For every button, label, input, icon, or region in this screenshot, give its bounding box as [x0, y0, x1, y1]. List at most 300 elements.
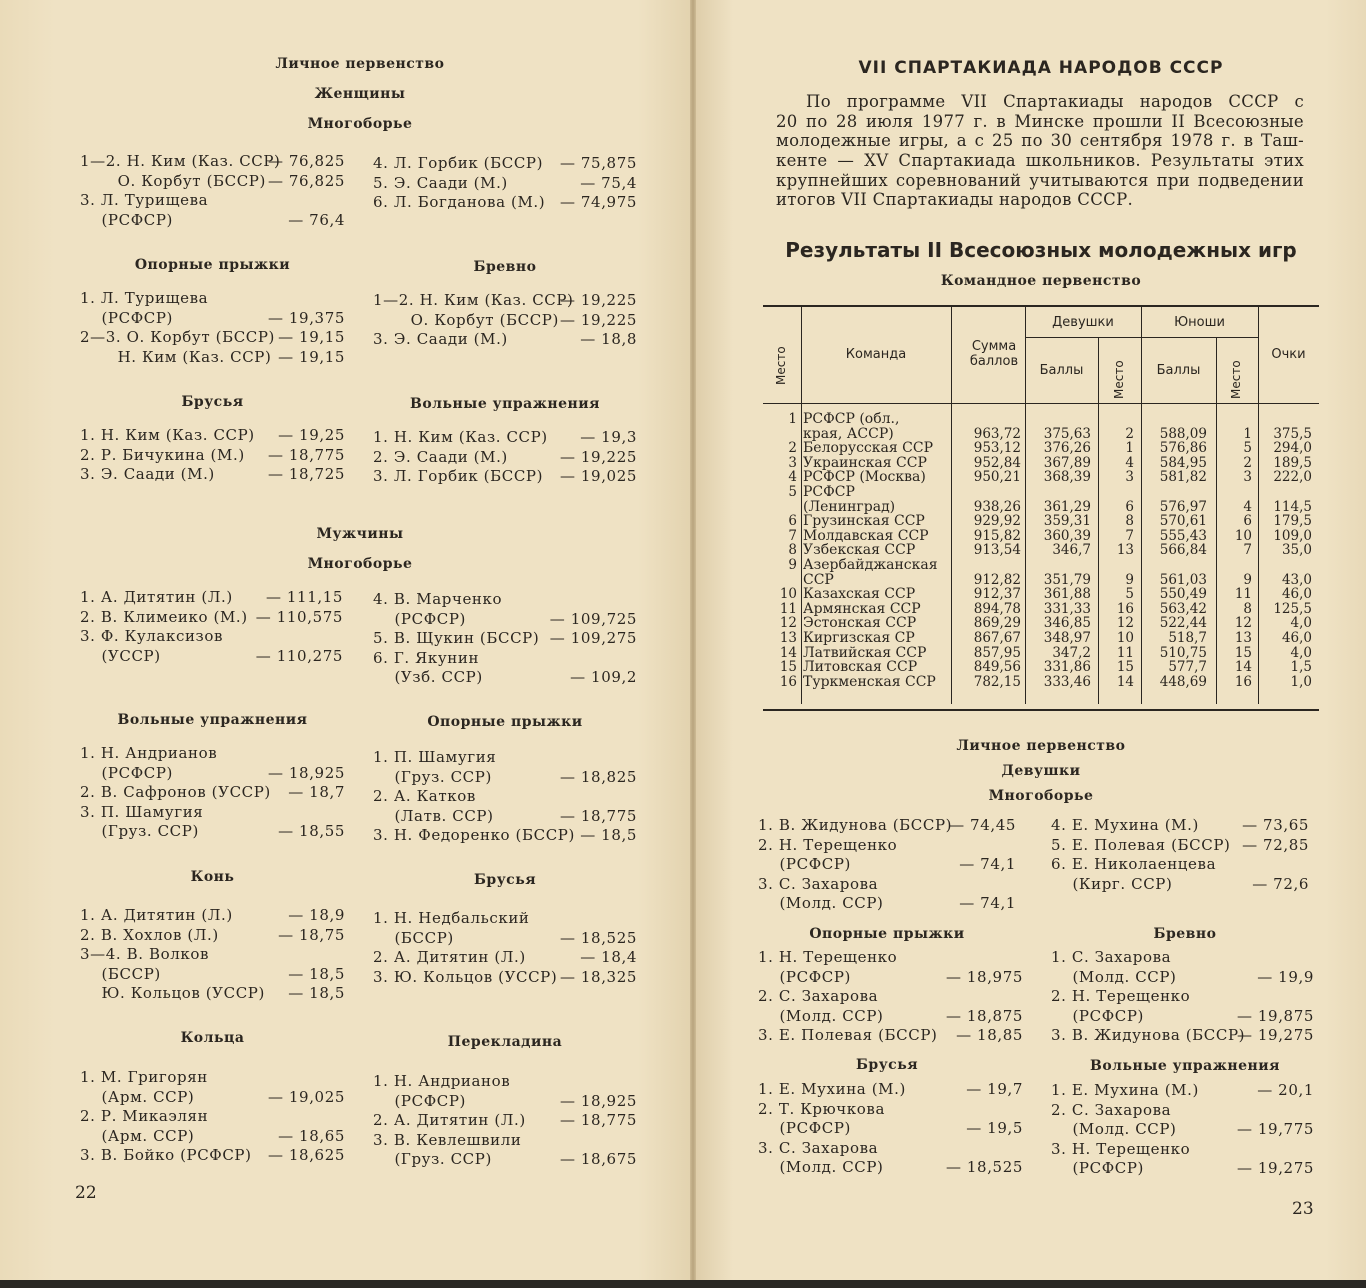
result-name: (РСФСР) [373, 1091, 466, 1110]
cell-boys-points: 510,75 [1159, 644, 1207, 661]
cell-boys-place: 8 [1243, 600, 1252, 617]
result-row [373, 1131, 637, 1151]
cell-girls-points: 347,2 [1052, 644, 1091, 661]
result-name: (РСФСР) [80, 763, 173, 782]
result-score: — 19,225 [559, 447, 637, 466]
result-row [80, 984, 345, 1004]
result-name: 3. Э. Саади (М.) [80, 465, 215, 484]
result-row [80, 926, 345, 946]
men-bar-col2 [373, 1072, 637, 1170]
result-score: — 110,575 [255, 607, 343, 626]
cell-girls-points: 359,31 [1043, 513, 1091, 530]
result-name: 1. Н. Недбальский [373, 909, 530, 927]
men-allround-col2 [373, 590, 637, 688]
result-score: — 18,8 [580, 330, 637, 349]
cell-team-name: Литовская ССР [803, 659, 918, 676]
result-row [373, 968, 637, 988]
result-name: (РСФСР) [758, 1119, 851, 1138]
result-row [80, 211, 345, 231]
cell-place: 15 [779, 659, 797, 676]
intro-line: 20 по 28 июля 1977 г. в Минске прошли II Всесоюзные [776, 111, 1304, 131]
men-bars-col2 [373, 909, 637, 987]
cell-girls-points: 361,88 [1043, 586, 1091, 603]
result-name: 2. В. Сафронов (УССР) [80, 783, 271, 802]
result-score: — 18,775 [559, 1111, 637, 1130]
women-allround-col1 [80, 152, 345, 230]
cell-sum: 912,82 [973, 571, 1021, 588]
cell-boys-place: 4 [1243, 498, 1252, 515]
result-row [373, 768, 637, 788]
cell-boys-points: 584,95 [1159, 454, 1207, 471]
result-name: (РСФСР) [758, 855, 851, 874]
result-score: — 19,15 [278, 328, 345, 347]
result-row [80, 426, 345, 446]
girls-beam-title: Бревно [1153, 926, 1217, 942]
men-horse-title: Конь [190, 869, 235, 885]
result-row [1051, 1081, 1314, 1101]
result-name: 1. П. Шамугия [373, 748, 497, 766]
result-row [1051, 855, 1309, 875]
result-name: 2. Р. Микаэлян [80, 1107, 209, 1126]
cell-sum: 938,26 [973, 498, 1021, 515]
result-score: — 19,275 [1236, 1026, 1314, 1045]
cell-girls-points: 361,29 [1043, 498, 1091, 515]
result-row [373, 929, 637, 949]
cell-sum: 869,29 [973, 615, 1021, 632]
result-score: — 19,225 [559, 310, 637, 329]
result-row [80, 309, 345, 329]
cell-boys-points: 588,09 [1159, 425, 1207, 442]
cell-sum: 963,72 [973, 425, 1021, 442]
result-score: — 19,7 [966, 1080, 1023, 1098]
cell-boys-points: 518,7 [1168, 630, 1207, 646]
women-floor-title: Вольные упражнения [410, 396, 600, 412]
result-name: (Кирг. ССР) [1051, 874, 1173, 893]
result-name: 1. А. Дитятин (Л.) [80, 588, 233, 606]
result-row [80, 588, 343, 608]
cell-girls-points: 346,7 [1052, 542, 1091, 559]
cell-boys-points: 550,49 [1159, 586, 1207, 603]
result-name: (РСФСР) [80, 210, 173, 229]
result-name: 3. В. Бойко (РСФСР) [80, 1146, 252, 1165]
cell-sum: 929,92 [973, 513, 1021, 530]
cell-score: 46,0 [1281, 630, 1312, 646]
girls-vault-title: Опорные прыжки [809, 926, 965, 942]
result-row [80, 1068, 345, 1088]
result-score: — 18,85 [956, 1026, 1023, 1045]
men-bar-title: Перекладина [447, 1034, 563, 1050]
result-name: (Молд. ССР) [758, 894, 884, 913]
cell-boys-place: 16 [1234, 673, 1252, 690]
cell-girls-place: 5 [1125, 586, 1134, 603]
result-score: — 19,5 [966, 1119, 1023, 1138]
header-score: Очки [1271, 347, 1306, 362]
cell-team-name: РСФСР (обл., [803, 411, 900, 427]
header-boys-points: Баллы [1156, 363, 1201, 378]
result-score: — 74,1 [959, 855, 1016, 874]
cell-sum: 867,67 [973, 630, 1021, 646]
result-name: 2. В. Хохлов (Л.) [80, 925, 219, 944]
cell-team-name: Белорусская ССР [803, 440, 933, 457]
result-score: — 18,325 [559, 967, 637, 986]
result-row [373, 1092, 637, 1112]
cell-sum: 857,95 [973, 644, 1021, 661]
result-name: 3. Е. Полевая (БССР) [758, 1026, 938, 1045]
cell-girls-place: 11 [1116, 644, 1134, 661]
result-row [373, 1072, 637, 1092]
result-row [373, 448, 637, 468]
result-score: — 72,85 [1242, 835, 1309, 854]
cell-sum: 953,12 [973, 440, 1021, 457]
result-name: (РСФСР) [1051, 1006, 1144, 1025]
cell-score: 1,0 [1290, 673, 1312, 690]
result-score: — 18,625 [267, 1146, 345, 1165]
result-row [80, 647, 343, 667]
cell-boys-place: 14 [1234, 659, 1252, 676]
result-name: 5. В. Щукин (БССР) [373, 629, 540, 648]
girls-vault-col1 [758, 948, 1023, 1046]
result-row [1051, 1159, 1314, 1179]
result-name: 6. Е. Николаенцева [1051, 855, 1217, 874]
cell-girls-place: 4 [1125, 454, 1134, 471]
result-name: (Арм. ССР) [80, 1126, 195, 1145]
cell-girls-place: 7 [1125, 527, 1134, 544]
result-name: 2. Р. Бичукина (М.) [80, 445, 245, 464]
cell-boys-points: 577,7 [1168, 659, 1207, 676]
men-rings-col1 [80, 1068, 345, 1166]
result-score: — 18,65 [278, 1126, 345, 1145]
result-name: 1. Н. Ким (Каз. ССР) [80, 426, 255, 444]
cell-place: 16 [779, 673, 797, 690]
cell-girls-place: 14 [1116, 673, 1134, 690]
cell-score: 189,5 [1273, 454, 1312, 471]
cell-girls-points: 348,97 [1043, 630, 1091, 646]
cell-girls-points: 367,89 [1043, 454, 1091, 471]
result-name: Ю. Кольцов (УССР) [80, 984, 265, 1003]
result-name: 1—2. Н. Ким (Каз. ССР) [373, 291, 574, 309]
result-name: 3—4. В. Волков [80, 945, 210, 964]
result-row [80, 803, 345, 823]
cell-team-name: ССР [803, 571, 834, 588]
cell-boys-points: 555,43 [1159, 527, 1207, 544]
result-row [373, 291, 637, 311]
result-row [373, 154, 637, 174]
result-row [80, 152, 345, 172]
cell-score: 46,0 [1281, 586, 1312, 603]
result-name: 6. Л. Богданова (М.) [373, 193, 546, 212]
girls-title: Девушки [1001, 763, 1081, 779]
result-name: 5. Е. Полевая (БССР) [1051, 835, 1231, 854]
women-bars-title: Брусья [181, 394, 244, 410]
result-score: — 19,375 [267, 308, 345, 327]
result-row [1051, 875, 1309, 895]
cell-girls-place: 15 [1116, 659, 1134, 676]
result-row [373, 948, 637, 968]
women-vault-col1 [80, 289, 345, 367]
cell-sum: 912,37 [973, 586, 1021, 603]
result-row [373, 1150, 637, 1170]
result-row [373, 668, 637, 688]
result-name: (Молд. ССР) [758, 1158, 884, 1177]
result-name: (РСФСР) [373, 609, 466, 628]
cell-girls-place: 9 [1125, 571, 1134, 588]
result-row [80, 465, 345, 485]
men-title: Мужчины [316, 526, 404, 542]
result-name: 3. Ф. Кулаксизов [80, 627, 224, 646]
women-floor-col2 [373, 428, 637, 487]
result-row [373, 590, 637, 610]
cell-team-name: РСФСР [803, 484, 855, 500]
result-score: — 75,4 [580, 173, 637, 192]
cell-score: 294,0 [1273, 440, 1312, 457]
result-name: 3. С. Захарова [758, 874, 879, 893]
result-name: 1—2. Н. Ким (Каз. ССР) [80, 152, 281, 170]
cell-sum: 782,15 [973, 673, 1021, 690]
cell-team-name: (Ленинград) [803, 498, 896, 515]
result-name: (УССР) [80, 646, 161, 665]
cell-boys-place: 13 [1234, 630, 1252, 646]
women-title: Женщины [314, 86, 406, 102]
result-score: — 19,3 [580, 428, 637, 446]
cell-team-name: Узбекская ССР [803, 542, 916, 559]
result-name: (Молд. ССР) [1051, 967, 1177, 986]
result-row [758, 968, 1023, 988]
cell-score: 375,5 [1273, 425, 1312, 442]
cell-score: 35,0 [1281, 542, 1312, 559]
result-score: — 19,225 [559, 291, 637, 309]
result-score: — 18,75 [278, 925, 345, 944]
men-floor-title: Вольные упражнения [117, 712, 308, 728]
result-row [373, 748, 637, 768]
cell-team-name: Азербайджанская [803, 557, 938, 573]
cell-girls-place: 8 [1125, 513, 1134, 530]
result-name: 2. С. Захарова [758, 987, 879, 1006]
girls-bars-col1 [758, 1080, 1023, 1178]
women-beam-title: Бревно [473, 259, 537, 275]
result-row [373, 1111, 637, 1131]
result-name: (БССР) [373, 928, 454, 947]
result-name: (РСФСР) [1051, 1159, 1144, 1178]
result-name: 2. А. Дитятин (Л.) [373, 948, 526, 967]
result-name: 2. Т. Крючкова [758, 1099, 886, 1118]
result-row [1051, 1026, 1314, 1046]
result-row [80, 906, 345, 926]
result-row [758, 1100, 1023, 1120]
result-score: — 18,825 [559, 767, 637, 786]
cell-place: 11 [779, 600, 797, 617]
cell-place: 3 [788, 454, 797, 471]
cell-sum: 849,56 [973, 659, 1021, 676]
cell-girls-points: 331,33 [1043, 600, 1091, 617]
cell-place: 14 [779, 644, 797, 661]
cell-place: 5 [788, 484, 797, 500]
cell-sum: 915,82 [973, 527, 1021, 544]
result-name: 3. Л. Турищева [80, 191, 209, 210]
cell-boys-place: 12 [1234, 615, 1252, 632]
cell-boys-points: 448,69 [1159, 673, 1207, 690]
result-name: 3. Н. Терещенко [1051, 1139, 1191, 1158]
result-name: 3. В. Кевлешвили [373, 1130, 522, 1149]
cell-team-name: края, АССР) [803, 425, 894, 442]
result-row [373, 610, 637, 630]
result-score: — 18,975 [945, 967, 1023, 986]
cell-team-name: Казахская ССР [803, 586, 916, 603]
cell-girls-points: 375,63 [1043, 425, 1091, 442]
cell-score: 125,5 [1273, 600, 1312, 617]
result-row [758, 875, 1016, 895]
result-name: 3. Э. Саади (М.) [373, 330, 508, 349]
cell-score: 4,0 [1290, 615, 1312, 632]
result-score: — 19,25 [278, 426, 345, 444]
result-score: — 18,5 [288, 984, 345, 1003]
intro-line: молодежные игры, а с 25 по 30 сентября 1978 г. в Таш- [776, 131, 1304, 151]
girls-allround-title: Многоборье [988, 788, 1094, 804]
result-row [758, 1007, 1023, 1027]
result-score: — 18,525 [559, 928, 637, 947]
book-gutter [690, 0, 696, 1280]
cell-boys-points: 576,97 [1159, 498, 1207, 515]
result-name: 3. В. Жидунова (БССР) [1051, 1026, 1246, 1045]
header-boys-place: Место [1229, 360, 1243, 399]
result-name: 2. Н. Терещенко [758, 835, 898, 854]
cell-score: 1,5 [1290, 659, 1312, 676]
result-row [373, 330, 637, 350]
cell-boys-points: 576,86 [1159, 440, 1207, 457]
team-table [763, 305, 1319, 704]
cell-team-name: Латвийская ССР [803, 644, 927, 661]
cell-girls-place: 3 [1125, 469, 1134, 486]
result-row [80, 822, 345, 842]
result-name: 2. С. Захарова [1051, 1100, 1172, 1119]
result-name: О. Корбут (БССР) [80, 171, 266, 190]
result-name: (Груз. ССР) [80, 822, 199, 841]
result-score: — 109,2 [570, 668, 637, 687]
result-score: — 72,6 [1252, 874, 1309, 893]
cell-sum: 913,54 [973, 542, 1021, 559]
result-score: — 18,925 [267, 763, 345, 782]
result-name: Н. Ким (Каз. ССР) [80, 347, 272, 366]
left-section-title: Личное первенство [275, 56, 445, 72]
cell-place: 1 [788, 411, 797, 427]
cell-boys-place: 10 [1234, 527, 1252, 544]
result-score: — 74,975 [559, 193, 637, 212]
cell-boys-place: 2 [1243, 454, 1252, 471]
result-row [758, 816, 1016, 836]
cell-girls-points: 331,86 [1043, 659, 1091, 676]
cell-boys-points: 561,03 [1159, 571, 1207, 588]
cell-team-name: Киргизская СР [803, 630, 915, 646]
result-row [1051, 836, 1309, 856]
cell-score: 179,5 [1273, 513, 1312, 530]
result-row [80, 608, 343, 628]
result-name: 3. Н. Федоренко (БССР) [373, 826, 575, 845]
result-row [1051, 816, 1309, 836]
result-row [758, 836, 1016, 856]
men-bars-title: Брусья [473, 872, 537, 888]
result-score: — 18,775 [267, 445, 345, 464]
result-name: 1. Н. Ким (Каз. ССР) [373, 428, 548, 446]
cell-place: 6 [788, 513, 797, 530]
result-score: — 18,5 [580, 826, 637, 845]
cell-place: 9 [788, 557, 797, 573]
girls-beam-col2 [1051, 948, 1314, 1046]
result-row [1051, 1007, 1314, 1027]
cell-place: 8 [788, 542, 797, 559]
result-score: — 19,875 [1236, 1006, 1314, 1025]
result-row [373, 826, 637, 846]
cell-girls-place: 16 [1116, 600, 1134, 617]
cell-girls-points: 351,79 [1043, 571, 1091, 588]
result-name: 6. Г. Якунин [373, 648, 480, 667]
cell-team-name: Туркменская ССР [803, 673, 936, 690]
cell-team-name: Армянская ССР [803, 600, 921, 617]
header-place: Место [774, 346, 788, 385]
result-score: — 109,725 [549, 609, 637, 628]
women-bars-col1 [80, 426, 345, 485]
cell-boys-place: 15 [1234, 644, 1252, 661]
result-row [373, 807, 637, 827]
cell-score: 4,0 [1290, 644, 1312, 661]
result-score: — 18,725 [267, 465, 345, 484]
result-row [373, 174, 637, 194]
result-name: 2. Н. Терещенко [1051, 987, 1191, 1006]
result-score: — 76,825 [267, 152, 345, 170]
men-floor-col1 [80, 744, 345, 842]
result-name: (Молд. ССР) [1051, 1120, 1177, 1139]
intro-line: По программе VII Спартакиады народов СССР с [806, 92, 1304, 111]
result-row [373, 311, 637, 331]
result-name: 5. Э. Саади (М.) [373, 173, 508, 192]
cell-girls-points: 368,39 [1043, 469, 1091, 486]
result-row [758, 1158, 1023, 1178]
results-title: Результаты II Всесоюзных молодежных игр [785, 238, 1297, 262]
cell-girls-place: 10 [1116, 630, 1134, 646]
cell-score: 43,0 [1281, 571, 1312, 588]
result-name: 2. А. Дитятин (Л.) [373, 1111, 526, 1130]
result-row [80, 328, 345, 348]
result-name: 1. Л. Турищева [80, 289, 209, 307]
result-row [80, 446, 345, 466]
cell-place: 10 [779, 586, 797, 603]
cell-team-name: РСФСР (Москва) [803, 469, 926, 486]
result-name: 3. Ю. Кольцов (УССР) [373, 967, 558, 986]
result-score: — 19,275 [1236, 1159, 1314, 1178]
women-allround-title: Многоборье [307, 116, 413, 132]
result-row [373, 467, 637, 487]
result-score: — 18,5 [288, 964, 345, 983]
result-row [373, 787, 637, 807]
result-row [80, 783, 345, 803]
result-name: 2—3. О. Корбут (БССР) [80, 328, 275, 347]
result-score: — 75,875 [559, 154, 637, 172]
cell-girls-points: 346,85 [1043, 615, 1091, 632]
result-row [80, 627, 343, 647]
result-name: 1. Н. Андрианов [373, 1072, 511, 1090]
result-row [80, 744, 345, 764]
result-row [1051, 948, 1314, 968]
result-name: 1. С. Захарова [1051, 948, 1172, 966]
header-sum: Сумма баллов [969, 339, 1019, 369]
result-name: 2. А. Катков [373, 787, 476, 806]
cell-place: 13 [779, 630, 797, 646]
result-row [758, 948, 1023, 968]
result-row [758, 1080, 1023, 1100]
cell-sum: 894,78 [973, 600, 1021, 617]
result-row [758, 1119, 1023, 1139]
cell-boys-place: 1 [1243, 425, 1252, 442]
result-row [80, 172, 345, 192]
cell-team-name: Эстонская ССР [803, 615, 917, 632]
